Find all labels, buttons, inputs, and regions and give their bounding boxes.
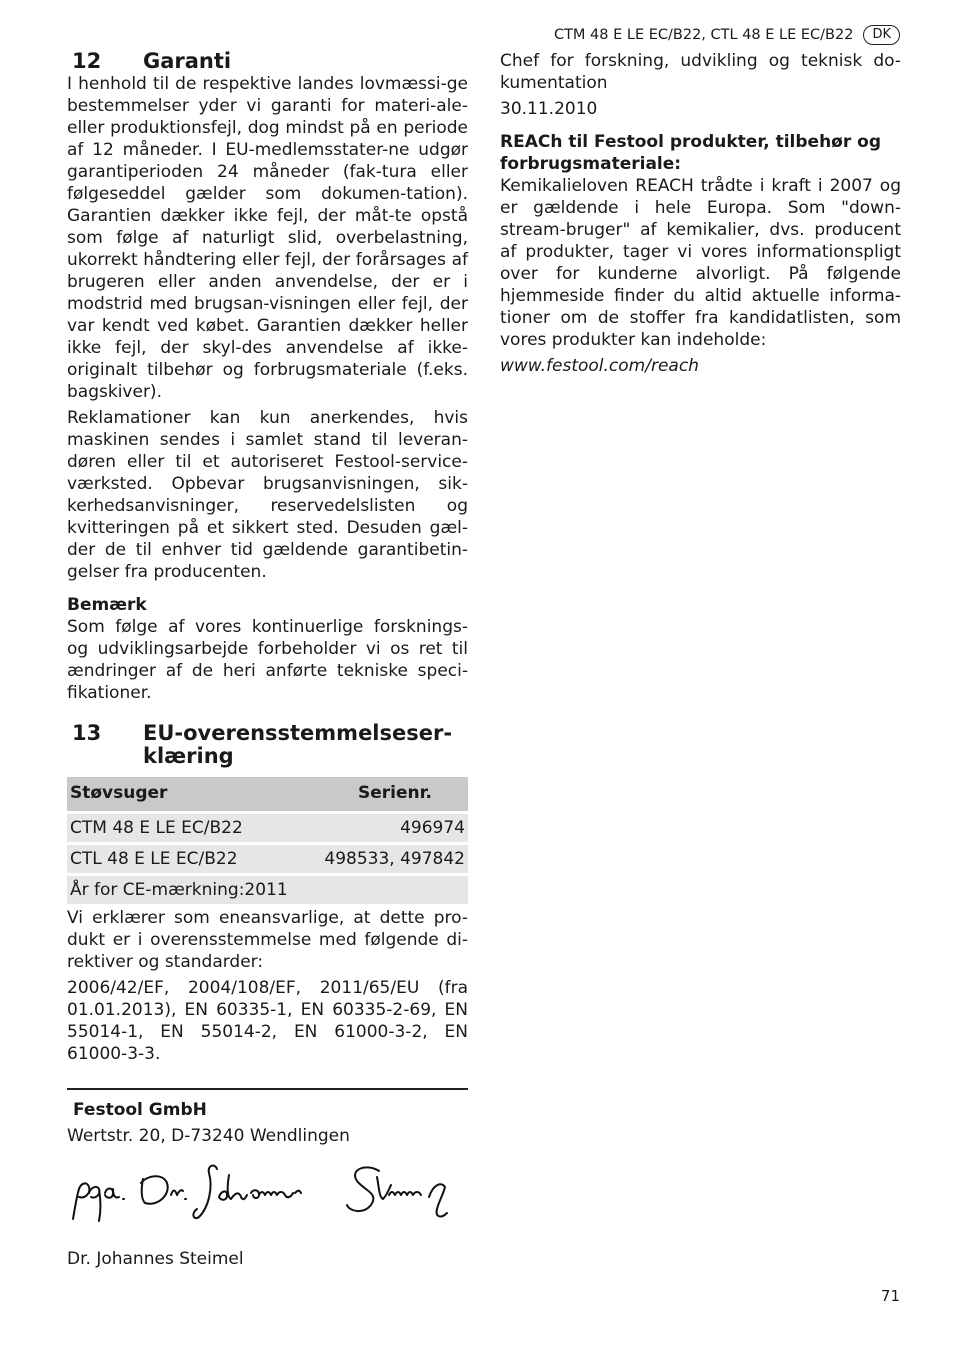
declaration-date: 30.11.2010 [500,99,598,119]
section-guarantee-heading [67,50,468,73]
signer-role: Chef for forskning, udvikling og teknisk do-kumentation [500,51,901,93]
note-text: Som følge af vores kontinuerlige forsknings- og udviklingsarbejde forbeholder vi os ret til ændringer af de heri anførte tekniske speci-fikationer. [67,617,468,703]
signature-graphic [67,1159,468,1229]
table-cell-model: CTM 48 E LE EC/B22 [67,814,287,842]
section-number: 13 [72,721,102,745]
declaration-statement: Vi erklærer som eneansvarlige, at dette pro-dukt er i overensstemmelse med følgende di-rektiver og standarder: [67,908,468,972]
company-address: Wertstr. 20, D-73240 Wendlingen [67,1126,350,1146]
table-header-row [67,777,468,811]
section-number: 12 [72,49,102,73]
table-header-cell: Støvsuger [67,777,287,811]
note-heading: Bemærk [67,595,147,615]
table-cell-ce-year: År for CE-mærkning:2011 [67,876,468,904]
page-number: 71 [880,1287,900,1305]
guarantee-paragraph-2: Reklamationer kan kun anerkendes, hvis maskinen sendes i samlet stand til leveran-døren eller til et autoriseret Festool-service-værksted. Opbevar brugsanvisningen, sik-kerhedsanvisninger, reservedelslisten og kvitteringen på et sikkert sted. Desuden gæl-der de til enhver tid gældende garantibetin-gelser fra producenten. [67,408,468,582]
header-models: CTM 48 E LE EC/B22, CTL 48 E LE EC/B22 [553,27,854,43]
handwritten-signature [67,1159,468,1229]
table-row [67,814,468,842]
section-title: EU-overensstemmelseser-klæring [143,721,453,768]
reach-url[interactable]: www.festool.com/reach [500,356,699,376]
section-title: Garanti [143,49,232,73]
section-declaration-heading [67,722,468,768]
running-header [554,25,900,45]
table-row [67,845,468,873]
table-header-cell: Serienr. [287,777,468,811]
guarantee-paragraph-1: I henhold til de respektive landes lovmæssi-ge bestemmelser yder vi garanti for materi-ale- eller produktionsfejl, dog mindst på en periode af 12 måneder. I EU-medlemsstater-ne udgør garantiperioden 24 måneder (fak-tura eller følgeseddel gælder som dokumen-tation). Garantien dækker ikke fejl, der måt-te opstå som følge af naturligt slid, overbelastning, ukorrekt håndtering eller fejl, der forårsages af brugeren eller anden anvendelse, der er i modstrid med brugsan-visningen eller fejl, der var kendt ved købet. Garantien dækker heller ikke fejl, der skyl-des anvendelse af ikke-originalt tilbehør og forbrugsmateriale (f.eks. bagskiver). [67,74,468,402]
language-badge: DK [863,25,900,45]
company-name: Festool GmbH [73,1100,207,1120]
signer-name: Dr. Johannes Steimel [67,1249,244,1269]
reach-text: Kemikalieloven REACH trådte i kraft i 2007 og er gældende i hele Europa. Som "down-stream-bruger" af kemikalier, dvs. producent af produkter, tager vi vores informationspligt over for kunderne alvorligt. På følgende hjemmeside finder du altid aktuelle informa-tioner om de stoffer fra kandidatlisten, som vores produkter kan indeholde: [500,176,901,350]
right-column [500,50,901,377]
table-row [67,876,468,904]
table-cell-serial: 496974 [287,814,468,842]
table-cell-model: CTL 48 E LE EC/B22 [67,845,287,873]
reach-heading: REACh til Festool produkter, tilbehør og forbrugsmateriale: [500,132,881,174]
divider [67,1088,468,1090]
left-column [67,50,468,1270]
declaration-standards: 2006/42/EF, 2004/108/EF, 2011/65/EU (fra 01.01.2013), EN 60335-1, EN 60335-2-69, EN 55014-1, EN 55014-2, EN 61000-3-2, EN 61000-3-3. [67,978,468,1064]
table-cell-serial: 498533, 497842 [287,845,468,873]
serial-number-table [67,774,468,907]
